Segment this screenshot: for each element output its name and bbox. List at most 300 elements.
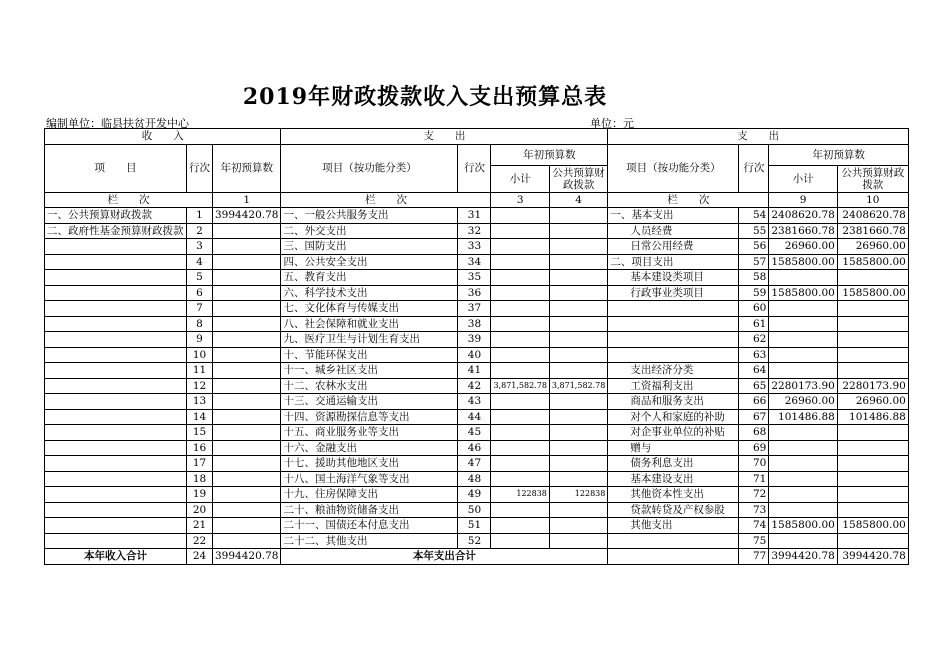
expense-econ-subtotal: 2408620.78 xyxy=(769,208,837,224)
header-row-no-3: 行次 xyxy=(739,144,769,192)
income-item xyxy=(45,425,187,441)
table-row xyxy=(45,518,909,534)
expense-econ-item: 商品和服务支出 xyxy=(608,394,739,410)
expense-econ-item: 赠与 xyxy=(608,440,739,456)
expense-econ-item xyxy=(608,533,739,549)
income-row-no: 12 xyxy=(187,378,213,394)
total-subtotal: 3994420.78 xyxy=(769,549,837,565)
income-budget xyxy=(213,533,281,549)
expense-econ-public-budget xyxy=(837,270,908,286)
expense-func-item: 六、科学技术支出 xyxy=(281,285,458,301)
expense-public-budget xyxy=(549,208,607,224)
table-row xyxy=(45,502,909,518)
expense-econ-public-budget: 2408620.78 xyxy=(837,208,908,224)
total-row-no-3: 77 xyxy=(739,549,769,565)
expense-subtotal xyxy=(491,316,549,332)
expense-func-item: 十、节能环保支出 xyxy=(281,347,458,363)
income-item xyxy=(45,239,187,255)
col-label-2: 栏 次 xyxy=(281,192,491,208)
expense-public-budget xyxy=(549,285,607,301)
expense-econ-row-no: 59 xyxy=(739,285,769,301)
expense-econ-subtotal xyxy=(769,440,837,456)
expense-public-budget xyxy=(549,223,607,239)
expense-subtotal xyxy=(491,394,549,410)
table-row xyxy=(45,409,909,425)
expense-row-no: 44 xyxy=(458,409,491,425)
header-econ-class: 项目（按功能分类） xyxy=(608,144,739,192)
table-row xyxy=(45,285,909,301)
total-income-value: 3994420.78 xyxy=(213,549,281,565)
income-item: 一、公共预算财政拨款 xyxy=(45,208,187,224)
income-row-no: 7 xyxy=(187,301,213,317)
col-number-9: 9 xyxy=(769,192,837,208)
income-item xyxy=(45,254,187,270)
expense-public-budget xyxy=(549,518,607,534)
income-item xyxy=(45,533,187,549)
expense-econ-subtotal: 101486.88 xyxy=(769,409,837,425)
expense-econ-row-no: 75 xyxy=(739,533,769,549)
income-budget xyxy=(213,502,281,518)
expense-econ-public-budget: 2280173.90 xyxy=(837,378,908,394)
table-row xyxy=(45,487,909,503)
header-subtotal: 小计 xyxy=(491,165,549,192)
income-item xyxy=(45,440,187,456)
expense-subtotal xyxy=(491,239,549,255)
expense-econ-subtotal xyxy=(769,301,837,317)
expense-row-no: 38 xyxy=(458,316,491,332)
header-item: 项 目 xyxy=(45,144,187,192)
table-row xyxy=(45,270,909,286)
expense-econ-item: 行政事业类项目 xyxy=(608,285,739,301)
expense-econ-row-no: 57 xyxy=(739,254,769,270)
income-row-no: 6 xyxy=(187,285,213,301)
expense-subtotal xyxy=(491,440,549,456)
expense-public-budget xyxy=(549,471,607,487)
expense-econ-subtotal xyxy=(769,502,837,518)
income-row-no: 8 xyxy=(187,316,213,332)
income-row-no: 21 xyxy=(187,518,213,534)
income-budget xyxy=(213,425,281,441)
expense-econ-public-budget: 26960.00 xyxy=(837,394,908,410)
expense-subtotal xyxy=(491,332,549,348)
expense-subtotal xyxy=(491,270,549,286)
income-row-no: 19 xyxy=(187,487,213,503)
income-item xyxy=(45,487,187,503)
expense-econ-public-budget xyxy=(837,425,908,441)
income-budget xyxy=(213,471,281,487)
expense-func-item: 十一、城乡社区支出 xyxy=(281,363,458,379)
header-income: 收 入 xyxy=(45,129,281,145)
expense-econ-subtotal xyxy=(769,316,837,332)
total-public-budget: 3994420.78 xyxy=(837,549,908,565)
expense-econ-item: 基本建设类项目 xyxy=(608,270,739,286)
expense-row-no: 31 xyxy=(458,208,491,224)
expense-public-budget xyxy=(549,533,607,549)
expense-econ-public-budget xyxy=(837,533,908,549)
expense-econ-row-no: 73 xyxy=(739,502,769,518)
expense-subtotal xyxy=(491,363,549,379)
expense-func-item: 十八、国土海洋气象等支出 xyxy=(281,471,458,487)
expense-econ-subtotal xyxy=(769,363,837,379)
income-budget xyxy=(213,239,281,255)
expense-public-budget: 3,871,582.78 xyxy=(549,378,607,394)
expense-econ-public-budget xyxy=(837,440,908,456)
income-row-no: 13 xyxy=(187,394,213,410)
expense-econ-row-no: 56 xyxy=(739,239,769,255)
table-row xyxy=(45,456,909,472)
expense-econ-item: 对企事业单位的补贴 xyxy=(608,425,739,441)
col-label-3: 栏 次 xyxy=(608,192,769,208)
expense-func-item: 十四、资源勘探信息等支出 xyxy=(281,409,458,425)
income-item xyxy=(45,270,187,286)
income-item xyxy=(45,285,187,301)
expense-row-no: 36 xyxy=(458,285,491,301)
income-item xyxy=(45,471,187,487)
expense-econ-public-budget: 2381660.78 xyxy=(837,223,908,239)
table-row xyxy=(45,347,909,363)
expense-public-budget xyxy=(549,301,607,317)
expense-row-no: 40 xyxy=(458,347,491,363)
table-row xyxy=(45,239,909,255)
income-row-no: 4 xyxy=(187,254,213,270)
expense-econ-row-no: 65 xyxy=(739,378,769,394)
expense-subtotal xyxy=(491,502,549,518)
expense-public-budget xyxy=(549,456,607,472)
table-row xyxy=(45,471,909,487)
expense-econ-public-budget xyxy=(837,363,908,379)
income-row-no: 22 xyxy=(187,533,213,549)
expense-econ-item: 一、基本支出 xyxy=(608,208,739,224)
expense-subtotal xyxy=(491,285,549,301)
expense-func-item: 五、教育支出 xyxy=(281,270,458,286)
header-row-1 xyxy=(45,129,909,145)
expense-econ-item: 支出经济分类 xyxy=(608,363,739,379)
expense-econ-public-budget: 101486.88 xyxy=(837,409,908,425)
income-row-no: 10 xyxy=(187,347,213,363)
expense-econ-subtotal: 1585800.00 xyxy=(769,254,837,270)
expense-econ-public-budget xyxy=(837,487,908,503)
expense-econ-subtotal: 2381660.78 xyxy=(769,223,837,239)
expense-subtotal xyxy=(491,208,549,224)
expense-subtotal xyxy=(491,301,549,317)
expense-econ-row-no: 60 xyxy=(739,301,769,317)
expense-subtotal: 3,871,582.78 xyxy=(491,378,549,394)
total-row xyxy=(45,549,909,565)
income-row-no: 2 xyxy=(187,223,213,239)
expense-econ-row-no: 69 xyxy=(739,440,769,456)
table-row xyxy=(45,394,909,410)
income-item xyxy=(45,363,187,379)
expense-econ-subtotal: 1585800.00 xyxy=(769,285,837,301)
expense-econ-row-no: 66 xyxy=(739,394,769,410)
expense-row-no: 49 xyxy=(458,487,491,503)
expense-row-no: 47 xyxy=(458,456,491,472)
expense-econ-subtotal xyxy=(769,270,837,286)
table-row xyxy=(45,223,909,239)
table-row xyxy=(45,316,909,332)
expense-econ-subtotal xyxy=(769,471,837,487)
expense-econ-row-no: 68 xyxy=(739,425,769,441)
expense-func-item: 十九、住房保障支出 xyxy=(281,487,458,503)
table-row xyxy=(45,332,909,348)
header-expense-econ: 支 出 xyxy=(608,129,908,145)
expense-econ-row-no: 54 xyxy=(739,208,769,224)
expense-row-no: 52 xyxy=(458,533,491,549)
expense-row-no: 45 xyxy=(458,425,491,441)
income-budget xyxy=(213,440,281,456)
expense-row-no: 32 xyxy=(458,223,491,239)
expense-subtotal xyxy=(491,254,549,270)
expense-public-budget xyxy=(549,409,607,425)
income-budget xyxy=(213,332,281,348)
income-budget xyxy=(213,363,281,379)
total-econ-blank xyxy=(608,549,739,565)
expense-subtotal: 122838 xyxy=(491,487,549,503)
income-item xyxy=(45,456,187,472)
header-row-no-2: 行次 xyxy=(458,144,491,192)
income-row-no: 11 xyxy=(187,363,213,379)
expense-econ-public-budget xyxy=(837,471,908,487)
expense-econ-subtotal xyxy=(769,332,837,348)
total-income-label: 本年收入合计 xyxy=(45,549,187,565)
expense-econ-item: 债务利息支出 xyxy=(608,456,739,472)
expense-public-budget xyxy=(549,270,607,286)
expense-econ-item: 其他资本性支出 xyxy=(608,487,739,503)
header-subtotal-2: 小计 xyxy=(769,165,837,192)
expense-func-item: 四、公共安全支出 xyxy=(281,254,458,270)
compiling-unit: 编制单位：临县扶贫开发中心 xyxy=(46,117,189,130)
expense-func-item: 十二、农林水支出 xyxy=(281,378,458,394)
income-row-no: 5 xyxy=(187,270,213,286)
expense-econ-item: 其他支出 xyxy=(608,518,739,534)
expense-econ-item: 贷款转贷及产权参股 xyxy=(608,502,739,518)
expense-econ-subtotal xyxy=(769,425,837,441)
income-item xyxy=(45,394,187,410)
income-row-no: 20 xyxy=(187,502,213,518)
expense-econ-row-no: 64 xyxy=(739,363,769,379)
expense-econ-row-no: 71 xyxy=(739,471,769,487)
header-expense: 支 出 xyxy=(281,129,608,145)
budget-table xyxy=(44,128,909,565)
header-row-2 xyxy=(45,144,909,165)
expense-func-item: 十三、交通运输支出 xyxy=(281,394,458,410)
expense-econ-row-no: 55 xyxy=(739,223,769,239)
income-row-no: 1 xyxy=(187,208,213,224)
income-row-no: 9 xyxy=(187,332,213,348)
expense-row-no: 50 xyxy=(458,502,491,518)
income-item xyxy=(45,332,187,348)
table-row xyxy=(45,533,909,549)
income-row-no: 15 xyxy=(187,425,213,441)
expense-row-no: 48 xyxy=(458,471,491,487)
expense-subtotal xyxy=(491,409,549,425)
expense-public-budget xyxy=(549,394,607,410)
income-row-no: 14 xyxy=(187,409,213,425)
income-budget xyxy=(213,270,281,286)
income-item xyxy=(45,378,187,394)
expense-func-item: 八、社会保障和就业支出 xyxy=(281,316,458,332)
income-budget xyxy=(213,301,281,317)
expense-econ-public-budget xyxy=(837,332,908,348)
expense-row-no: 43 xyxy=(458,394,491,410)
income-budget xyxy=(213,223,281,239)
income-budget xyxy=(213,409,281,425)
expense-econ-row-no: 58 xyxy=(739,270,769,286)
expense-func-item: 十五、商业服务业等支出 xyxy=(281,425,458,441)
expense-econ-subtotal xyxy=(769,533,837,549)
total-expense-label: 本年支出合计 xyxy=(281,549,608,565)
expense-row-no: 39 xyxy=(458,332,491,348)
expense-public-budget xyxy=(549,347,607,363)
expense-econ-public-budget xyxy=(837,456,908,472)
expense-econ-item xyxy=(608,332,739,348)
income-row-no: 3 xyxy=(187,239,213,255)
expense-row-no: 35 xyxy=(458,270,491,286)
income-budget xyxy=(213,456,281,472)
col-number-3: 3 xyxy=(491,192,549,208)
expense-public-budget xyxy=(549,316,607,332)
income-budget: 3994420.78 xyxy=(213,208,281,224)
expense-econ-item: 人员经费 xyxy=(608,223,739,239)
table-row xyxy=(45,425,909,441)
expense-public-budget xyxy=(549,254,607,270)
income-item xyxy=(45,409,187,425)
expense-row-no: 41 xyxy=(458,363,491,379)
table-row xyxy=(45,440,909,456)
expense-econ-row-no: 61 xyxy=(739,316,769,332)
expense-econ-row-no: 67 xyxy=(739,409,769,425)
table-row xyxy=(45,208,909,224)
expense-econ-item xyxy=(608,316,739,332)
col-number-4: 4 xyxy=(549,192,607,208)
expense-row-no: 34 xyxy=(458,254,491,270)
expense-econ-subtotal xyxy=(769,347,837,363)
table-row xyxy=(45,301,909,317)
header-col-numbers xyxy=(45,192,909,208)
expense-public-budget xyxy=(549,425,607,441)
expense-econ-row-no: 62 xyxy=(739,332,769,348)
income-budget xyxy=(213,394,281,410)
expense-econ-row-no: 70 xyxy=(739,456,769,472)
income-item xyxy=(45,502,187,518)
total-row-no: 24 xyxy=(187,549,213,565)
expense-econ-row-no: 63 xyxy=(739,347,769,363)
header-public-budget-2: 公共预算财政拨款 xyxy=(837,165,908,192)
income-item xyxy=(45,347,187,363)
income-budget xyxy=(213,518,281,534)
expense-econ-subtotal xyxy=(769,487,837,503)
expense-public-budget xyxy=(549,363,607,379)
expense-econ-subtotal: 2280173.90 xyxy=(769,378,837,394)
header-row-no: 行次 xyxy=(187,144,213,192)
expense-econ-public-budget: 26960.00 xyxy=(837,239,908,255)
expense-econ-subtotal: 1585800.00 xyxy=(769,518,837,534)
expense-econ-item: 对个人和家庭的补助 xyxy=(608,409,739,425)
header-annual-budget-3: 年初预算数 xyxy=(769,144,908,165)
expense-subtotal xyxy=(491,471,549,487)
expense-func-item: 二十一、国债还本付息支出 xyxy=(281,518,458,534)
expense-econ-item xyxy=(608,301,739,317)
expense-econ-public-budget xyxy=(837,347,908,363)
income-item: 二、政府性基金预算财政拨款 xyxy=(45,223,187,239)
income-row-no: 17 xyxy=(187,456,213,472)
expense-econ-public-budget xyxy=(837,301,908,317)
expense-subtotal xyxy=(491,518,549,534)
header-public-budget: 公共预算财政拨款 xyxy=(549,165,607,192)
expense-row-no: 42 xyxy=(458,378,491,394)
expense-func-item: 二十二、其他支出 xyxy=(281,533,458,549)
header-annual-budget: 年初预算数 xyxy=(213,144,281,192)
income-budget xyxy=(213,285,281,301)
income-row-no: 16 xyxy=(187,440,213,456)
expense-public-budget xyxy=(549,332,607,348)
expense-subtotal xyxy=(491,223,549,239)
expense-public-budget: 122838 xyxy=(549,487,607,503)
expense-func-item: 二十、粮油物资储备支出 xyxy=(281,502,458,518)
expense-econ-row-no: 74 xyxy=(739,518,769,534)
income-item xyxy=(45,301,187,317)
income-budget xyxy=(213,347,281,363)
expense-subtotal xyxy=(491,456,549,472)
expense-econ-subtotal xyxy=(769,456,837,472)
table-row xyxy=(45,363,909,379)
expense-econ-row-no: 72 xyxy=(739,487,769,503)
expense-func-item: 二、外交支出 xyxy=(281,223,458,239)
expense-func-item: 一、一般公共服务支出 xyxy=(281,208,458,224)
expense-subtotal xyxy=(491,347,549,363)
table-row xyxy=(45,378,909,394)
expense-row-no: 46 xyxy=(458,440,491,456)
income-budget xyxy=(213,378,281,394)
expense-econ-item: 基本建设支出 xyxy=(608,471,739,487)
page-title: 2019年财政拨款收入支出预算总表 xyxy=(242,84,608,110)
header-annual-budget-2: 年初预算数 xyxy=(491,144,608,165)
expense-func-item: 十六、金融支出 xyxy=(281,440,458,456)
expense-econ-item: 日常公用经费 xyxy=(608,239,739,255)
income-item xyxy=(45,518,187,534)
expense-row-no: 51 xyxy=(458,518,491,534)
expense-public-budget xyxy=(549,440,607,456)
expense-econ-public-budget: 1585800.00 xyxy=(837,285,908,301)
col-number-10: 10 xyxy=(837,192,908,208)
expense-econ-public-budget xyxy=(837,502,908,518)
expense-func-item: 七、文化体育与传媒支出 xyxy=(281,301,458,317)
expense-econ-item: 工资福利支出 xyxy=(608,378,739,394)
expense-econ-subtotal: 26960.00 xyxy=(769,394,837,410)
income-budget xyxy=(213,487,281,503)
income-budget xyxy=(213,254,281,270)
expense-public-budget xyxy=(549,239,607,255)
header-func-class: 项目（按功能分类） xyxy=(281,144,458,192)
expense-econ-item: 二、项目支出 xyxy=(608,254,739,270)
expense-func-item: 十七、援助其他地区支出 xyxy=(281,456,458,472)
table-row xyxy=(45,254,909,270)
expense-row-no: 37 xyxy=(458,301,491,317)
expense-public-budget xyxy=(549,502,607,518)
expense-func-item: 三、国防支出 xyxy=(281,239,458,255)
income-budget xyxy=(213,316,281,332)
expense-econ-public-budget: 1585800.00 xyxy=(837,254,908,270)
expense-econ-subtotal: 26960.00 xyxy=(769,239,837,255)
expense-econ-item xyxy=(608,347,739,363)
expense-row-no: 33 xyxy=(458,239,491,255)
expense-subtotal xyxy=(491,533,549,549)
expense-subtotal xyxy=(491,425,549,441)
income-row-no: 18 xyxy=(187,471,213,487)
col-number-1: 1 xyxy=(213,192,281,208)
income-item xyxy=(45,316,187,332)
expense-econ-public-budget: 1585800.00 xyxy=(837,518,908,534)
